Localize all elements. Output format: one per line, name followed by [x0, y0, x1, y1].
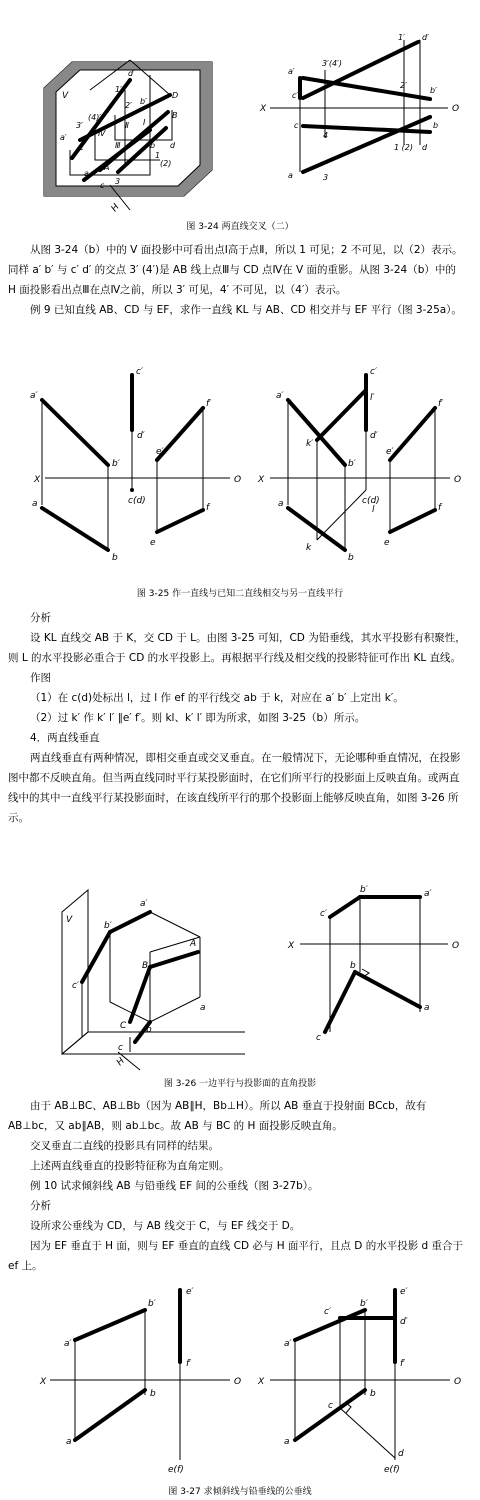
svg-text:d′: d′ [128, 69, 135, 78]
paragraph-3-26 [8, 1096, 466, 1276]
svg-text:b: b [370, 1389, 376, 1399]
svg-text:O: O [454, 475, 462, 485]
fig324-label-H: H [109, 202, 122, 214]
svg-text:1 (2): 1 (2) [394, 143, 413, 152]
svg-text:a: a [424, 1003, 430, 1013]
svg-text:Ⅳ: Ⅳ [98, 129, 106, 138]
figure-3-26 [0, 882, 480, 1072]
svg-text:c: c [316, 1033, 321, 1043]
text-example-9: 例 9 已知直线 AB、CD 与 EF，求作一直线 KL 与 AB、CD 相交并与 EF 平行（图 3-25a）。 [30, 304, 462, 316]
svg-text:a: a [284, 1437, 290, 1447]
text-p6: 由于 AB⊥BC、AB⊥Bb（因为 AB∥H，Bb⊥H）。所以 AB 垂直于投射面 BCcb，故有 AB⊥bc，又 ab∥AB，则 ab⊥bc。故 AB 与 BC 的 H 面投影反映直角。 [8, 1100, 427, 1132]
fig324-right-projection [259, 33, 459, 182]
svg-text:V: V [66, 915, 73, 925]
svg-text:a: a [278, 499, 284, 509]
svg-text:f′: f′ [400, 1359, 406, 1369]
svg-text:c: c [294, 121, 299, 130]
svg-text:Ⅱ: Ⅱ [125, 121, 129, 130]
svg-text:a′: a′ [284, 1339, 292, 1349]
figure-3-27 [0, 1280, 480, 1480]
svg-text:d′: d′ [400, 1317, 408, 1327]
svg-text:f′: f′ [206, 399, 212, 409]
text-example-10: 例 10 试求倾斜线 AB 与铅垂线 EF 间的公垂线（图 3-27b）。 [30, 1180, 319, 1192]
svg-text:b′: b′ [104, 921, 112, 931]
svg-text:c′: c′ [320, 909, 327, 919]
svg-text:d: d [170, 141, 176, 150]
svg-text:Ⅰ: Ⅰ [143, 118, 146, 127]
paragraph-3-25 [8, 608, 466, 828]
fig325-left [30, 367, 241, 563]
svg-text:X: X [288, 941, 295, 951]
svg-text:a: a [84, 169, 89, 178]
svg-text:c′: c′ [324, 1307, 331, 1317]
svg-text:d′: d′ [137, 431, 145, 441]
svg-text:a: a [32, 499, 38, 509]
fig326-left [62, 890, 245, 1070]
svg-text:d: d [422, 143, 428, 152]
svg-text:b′: b′ [360, 1299, 368, 1309]
svg-text:2′: 2′ [125, 101, 132, 110]
svg-text:O: O [454, 1377, 462, 1387]
text-p12: 因为 EF 垂直于 H 面，则与 EF 垂直的直线 CD 必与 H 面平行，且点 D 的水平投影 d 重合于 ef 上。 [8, 1240, 464, 1272]
text-p8: 上述两直线垂直的投影特征称为直角定则。 [30, 1160, 230, 1172]
svg-text:b′: b′ [148, 1299, 156, 1309]
svg-text:f′: f′ [438, 399, 444, 409]
svg-text:C: C [78, 143, 84, 152]
svg-text:e′: e′ [400, 1287, 408, 1297]
svg-text:B: B [172, 111, 178, 120]
svg-text:H: H [115, 1056, 127, 1069]
svg-text:f: f [206, 503, 210, 513]
svg-text:a′: a′ [424, 889, 432, 899]
svg-text:f′: f′ [186, 1359, 192, 1369]
svg-text:b: b [150, 141, 156, 150]
svg-text:e(f): e(f) [384, 1465, 400, 1475]
svg-text:b′: b′ [360, 885, 368, 895]
paragraph-3-24 [8, 240, 466, 320]
svg-text:b: b [350, 961, 356, 971]
svg-text:C: C [120, 1021, 127, 1031]
svg-text:a′: a′ [60, 133, 67, 142]
svg-text:a′: a′ [288, 67, 295, 76]
fig325-right [257, 367, 461, 563]
label: c′ [136, 367, 143, 377]
svg-text:4: 4 [323, 131, 329, 140]
svg-text:D: D [172, 91, 179, 100]
svg-text:c: c [328, 1401, 333, 1411]
caption-3-26: 图 3-26 一边平行与投影面的直角投影 [163, 1079, 317, 1089]
svg-text:1′: 1′ [398, 33, 405, 42]
caption-3-24: 图 3-24 两直线交叉（二） [186, 222, 294, 232]
svg-text:l: l [372, 505, 375, 515]
svg-text:X: X [34, 475, 41, 485]
svg-text:3′(4′): 3′(4′) [322, 59, 343, 68]
svg-text:a: a [288, 171, 293, 180]
svg-text:d′: d′ [370, 431, 378, 441]
svg-text:b′: b′ [430, 86, 437, 95]
svg-text:a′: a′ [64, 1339, 72, 1349]
svg-text:e: e [150, 538, 156, 548]
title-analysis-1: 分析 [30, 612, 51, 624]
svg-text:1′: 1′ [115, 85, 122, 94]
caption-3-25: 图 3-25 作一直线与已知二直线相交与另一直线平行 [136, 589, 344, 599]
svg-text:O: O [234, 1377, 242, 1387]
svg-text:e′: e′ [186, 1287, 194, 1297]
svg-text:X: X [258, 475, 265, 485]
svg-text:e(f): e(f) [168, 1465, 184, 1475]
fig326-right [287, 885, 459, 1043]
svg-text:a′: a′ [30, 391, 38, 401]
svg-text:k′: k′ [306, 439, 314, 449]
svg-text:b′: b′ [140, 97, 147, 106]
svg-text:b′: b′ [348, 459, 356, 469]
fig327-right [257, 1287, 461, 1475]
svg-text:X: X [40, 1377, 47, 1387]
svg-text:b: b [112, 553, 118, 563]
text-step-1: （1）在 c(d)处标出 l，过 l 作 ef 的平行线交 ab 于 k，对应在 a′ b′ 上定出 k′。 [30, 692, 404, 704]
fig327-left [39, 1287, 241, 1475]
fig324-label-V: V [62, 91, 69, 101]
svg-text:d: d [398, 1449, 404, 1459]
svg-text:3: 3 [115, 177, 121, 186]
svg-text:a: a [66, 1437, 72, 1447]
svg-text:a′: a′ [276, 391, 284, 401]
svg-text:(2): (2) [160, 159, 172, 168]
section-title-perpendicular: 4．两直线垂直 [30, 732, 100, 744]
svg-text:A: A [104, 163, 110, 172]
svg-text:e′: e′ [156, 447, 164, 457]
figure-3-25 [0, 360, 480, 585]
title-drawing: 作图 [30, 672, 51, 684]
text-p11: 设所求公垂线为 CD，与 AB 线交于 C，与 EF 线交于 D。 [30, 1220, 301, 1232]
text-p1: 从图 3-24（b）中的 V 面投影中可看出点Ⅰ高于点Ⅱ，所以 1 可见；2 不可见，以（2）表示。同样 a′ b′ 与 c′ d′ 的交点 3′ (4′)是 AB 线上点Ⅲ与 CD 点Ⅳ在 V 面的重影。从图 3-24（b）中的 H 面投影看出点Ⅲ在点Ⅳ之前，所以 3′ 可见，4′ 不可见，以（4′）表示。 [8, 244, 463, 296]
svg-text:d′: d′ [422, 33, 429, 42]
svg-text:c′: c′ [292, 91, 299, 100]
svg-text:3′: 3′ [76, 121, 83, 130]
svg-text:O: O [452, 941, 460, 951]
svg-text:c: c [118, 1043, 123, 1053]
svg-text:X: X [260, 104, 267, 114]
svg-text:c(d): c(d) [128, 496, 146, 506]
svg-text:b: b [150, 1389, 156, 1399]
text-p5: 两直线垂直有两种情况，即相交垂直或交叉垂直。在一般情况下，无论哪种垂直情况，在投影图中都不反映直角。但当两直线同时平行某投影面时，在它们所平行的投影面上反映直角。或两直线中的其中一直线平行某投影面时，在该直线所平行的那个投影面上能够反映直角，如图 3-26 所示。 [8, 752, 461, 824]
svg-text:l′: l′ [370, 393, 375, 403]
svg-text:2′: 2′ [400, 81, 407, 90]
svg-text:3: 3 [323, 173, 329, 182]
svg-text:f: f [438, 503, 442, 513]
svg-text:(4)′: (4)′ [88, 113, 102, 122]
svg-text:O: O [234, 475, 242, 485]
text-p3: 设 KL 直线交 AB 于 K，交 CD 于 L。由图 3-25 可知，CD 为铅垂线，其水平投影有积聚性，则 L 的水平投影必重合于 CD 的水平投影上。再根据平行线及相交线的投影特征可作出 KL 直线。 [8, 632, 466, 664]
svg-text:X: X [258, 1377, 265, 1387]
svg-text:b: b [433, 121, 439, 130]
figure-3-24 [0, 0, 480, 230]
svg-text:1: 1 [155, 151, 161, 160]
svg-text:b: b [348, 553, 354, 563]
svg-text:c′: c′ [370, 367, 377, 377]
title-analysis-2: 分析 [30, 1200, 51, 1212]
text-p7: 交叉垂直二直线的投影具有同样的结果。 [30, 1140, 219, 1152]
svg-text:c(d): c(d) [362, 496, 380, 506]
svg-text:c′: c′ [72, 981, 79, 991]
svg-text:a: a [200, 1003, 206, 1013]
svg-text:b: b [146, 1025, 152, 1035]
svg-text:O: O [452, 104, 460, 114]
text-step-2: （2）过 k′ 作 k′ l′ ∥e′ f′。则 kl、k′ l′ 即为所求，如图 3-25（b）所示。 [30, 712, 366, 724]
svg-text:e: e [384, 538, 390, 548]
caption-3-27: 图 3-27 求倾斜线与铅垂线的公垂线 [168, 1487, 312, 1497]
svg-text:Ⅲ: Ⅲ [115, 141, 121, 150]
svg-text:e′: e′ [386, 447, 394, 457]
fig324-left-pictorial [44, 60, 212, 214]
svg-text:a′: a′ [140, 899, 148, 909]
svg-text:b′: b′ [112, 459, 120, 469]
svg-text:B: B [142, 961, 149, 971]
svg-text:c: c [100, 181, 105, 190]
svg-text:k: k [306, 543, 312, 553]
svg-text:A: A [190, 939, 197, 949]
